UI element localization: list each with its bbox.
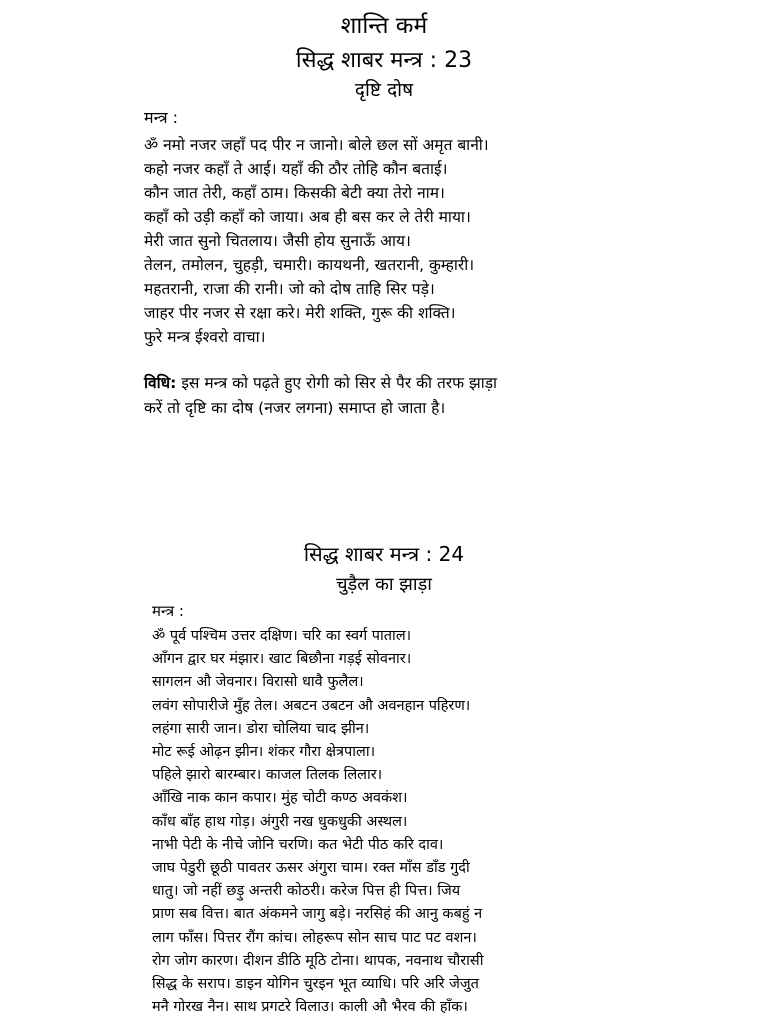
method-label: विधि: bbox=[144, 374, 177, 392]
mantra-24-line: रोग जोग कारण। दीशन डीठि मूठि टोना। थापक, नवनाथ चौरासी bbox=[152, 952, 484, 969]
mantra-23-text bbox=[144, 133, 489, 349]
mantra-24-line: मनै गोरख नैन। साथ प्रगटरे विलाउ। काली औ भैरव की हाँक। bbox=[152, 999, 468, 1016]
mantra-23-line: कहाँ को उड़ी कहाँ को जाया। अब ही बस कर ले तेरी माया। bbox=[144, 208, 471, 226]
mantra-23-line: जाहर पीर नजर से रक्षा करे। मेरी शक्ति, गुरू की शक्ति। bbox=[144, 304, 456, 322]
mantra-24-line: लाग फाँस। पित्तर रौंग कांच। लोहरूप सोन साच पाट पट वशन। bbox=[152, 929, 477, 946]
mantra-24-line: जाघ पेडुरी छूठी पावतर ऊसर अंगुरा चाम। रक्त माँस डाँड गुदी bbox=[152, 860, 470, 877]
mantra-24-line: सिद्ध के सराप। डाइन योगिन चुरइन भूत व्याधि। परि अरि जेजुत bbox=[152, 976, 479, 993]
mantra-24-line: आँगन द्वार घर मंझार। खाट बिछौना गड़ई सोवनार। bbox=[152, 651, 412, 668]
mantra-23-label: मन्त्र : bbox=[144, 108, 179, 127]
mantra-24-line: आँखि नाक कान कपार। मुंह चोटी कण्ठ अवकंश। bbox=[152, 790, 408, 807]
mantra-23-line: कहो नजर कहाँ ते आई। यहाँ की ठौर तोहि कौन बताई। bbox=[144, 160, 448, 178]
method-line bbox=[144, 371, 497, 396]
mantra-23-line: महतरानी, राजा की रानी। जो को दोष ताहि सिर पड़े। bbox=[144, 280, 435, 298]
mantra-23-line: कौन जात तेरी, कहाँ ठाम। किसकी बेटी क्या तेरो नाम। bbox=[144, 184, 445, 202]
mantra-24-line: सागलन औ जेवनार। विरासो धावै फुलैल। bbox=[152, 674, 364, 691]
mantra-24-line: लवंग सोपारीजे मुँह तेल। अबटन उबटन औ अवनहान पहिरण। bbox=[152, 697, 471, 714]
mantra-23-method bbox=[144, 371, 497, 421]
mantra-24-line: प्राण सब वित्त। बात अंकमने जागु बड़े। नरसिहं की आनु कबहुं न bbox=[152, 906, 483, 923]
mantra-23-line: मेरी जात सुनो चितलाय। जैसी होय सुनाऊँ आय। bbox=[144, 232, 411, 250]
mantra-23-line: तेलन, तमोलन, चुहड़ी, चमारी। कायथनी, खतरानी, कुम्हारी। bbox=[144, 256, 475, 274]
mantra-24-line: नाभी पेटी के नीचे जोनि चरणि। कत भेटी पीठ करि दाव। bbox=[152, 836, 444, 853]
mantra-23-subtitle: दृष्टि दोष bbox=[354, 79, 414, 101]
mantra-24-line: पहिले झारो बारम्बार। काजल तिलक लिलार। bbox=[152, 767, 383, 784]
page-title: शान्ति कर्म bbox=[340, 13, 428, 39]
mantra-24-line: ॐ पूर्व पश्चिम उत्तर दक्षिण। चरि का स्वर्ग पाताल। bbox=[152, 628, 412, 644]
mantra-24-title: सिद्ध शाबर मन्त्र : 24 bbox=[303, 542, 465, 566]
mantra-24-line: काँध बाँह हाथ गोड़। अंगुरी नख धुकधुकी अस्थल। bbox=[152, 813, 408, 830]
method-line: करें तो दृष्टि का दोष (नजर लगना) समाप्त हो जाता है। bbox=[144, 399, 446, 417]
mantra-24-label: मन्त्र : bbox=[152, 602, 184, 620]
mantra-23-line: फुरे मन्त्र ईश्वरो वाचा। bbox=[144, 328, 266, 346]
mantra-24-line: धातु। जो नहीं छड़ु अन्तरी कोठरी। करेज पित्त ही पित्त। जिय bbox=[152, 883, 461, 900]
mantra-24-line: मोट रूई ओढ़न झीन। शंकर गौरा क्षेत्रपाला। bbox=[152, 744, 376, 761]
mantra-23-line: ॐ नमो नजर जहाँ पद पीर न जानो। बोले छल सों अमृत बानी। bbox=[144, 136, 489, 154]
mantra-23-title: सिद्ध शाबर मन्त्र : 23 bbox=[295, 48, 473, 73]
mantra-24-line: लहंगा सारी जान। डोरा चोलिया चाद झीन। bbox=[152, 720, 370, 737]
mantra-24-text bbox=[152, 625, 483, 1019]
mantra-24-subtitle: चुड़ैल का झाड़ा bbox=[336, 574, 432, 595]
method-text: इस मन्त्र को पढ़ते हुए रोगी को सिर से पैर की तरफ झाड़ा bbox=[176, 374, 498, 392]
